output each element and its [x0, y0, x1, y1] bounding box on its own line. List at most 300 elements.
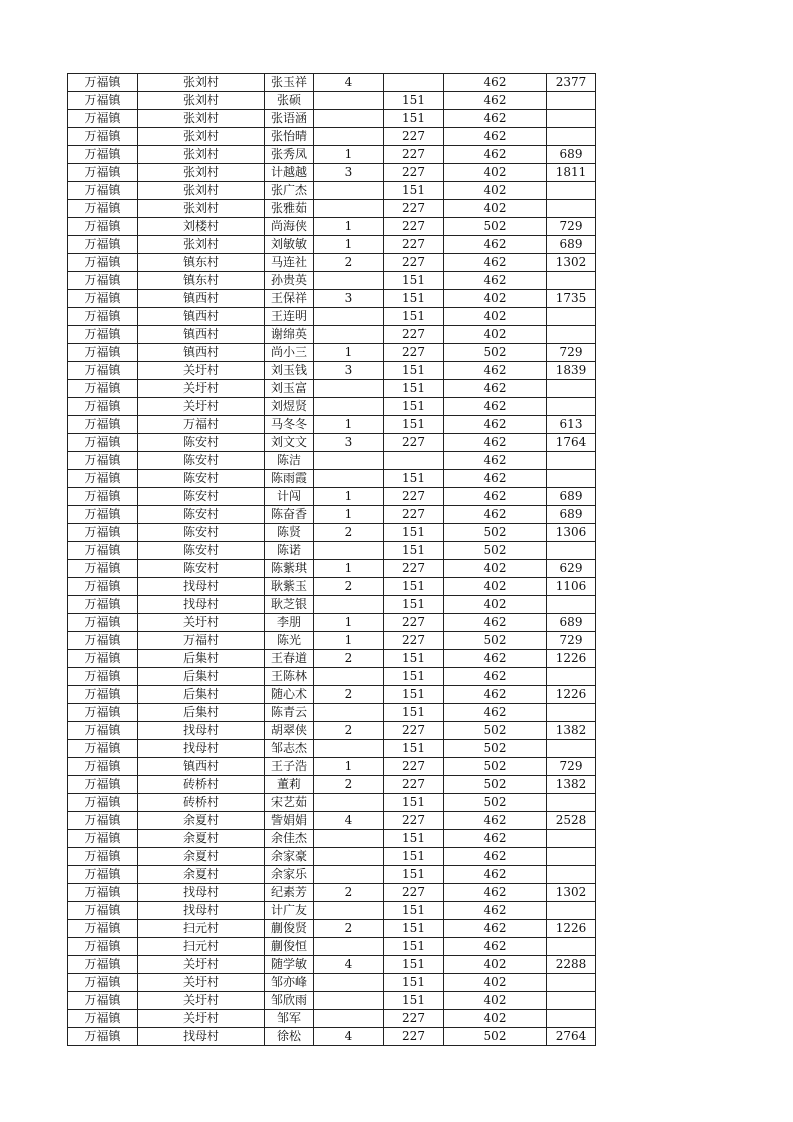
name-cell: 王保祥: [265, 290, 314, 308]
table-row: [68, 128, 596, 146]
town-cell: 万福镇: [68, 830, 138, 848]
amount-a-cell: 227: [384, 1028, 444, 1046]
household-size-cell: [314, 704, 384, 722]
name-cell: 余家乐: [265, 866, 314, 884]
household-size-cell: [314, 938, 384, 956]
total-cell: 629: [547, 560, 596, 578]
total-cell: 1302: [547, 884, 596, 902]
name-cell: 马冬冬: [265, 416, 314, 434]
village-cell: 砖桥村: [138, 794, 265, 812]
name-cell: 余佳杰: [265, 830, 314, 848]
village-cell: 张刘村: [138, 200, 265, 218]
amount-b-cell: 462: [444, 362, 547, 380]
table-row: [68, 740, 596, 758]
amount-a-cell: 227: [384, 326, 444, 344]
household-size-cell: 1: [314, 488, 384, 506]
household-size-cell: 3: [314, 434, 384, 452]
household-size-cell: 3: [314, 290, 384, 308]
household-size-cell: [314, 992, 384, 1010]
village-cell: 后集村: [138, 650, 265, 668]
total-cell: 1735: [547, 290, 596, 308]
amount-b-cell: 462: [444, 272, 547, 290]
town-cell: 万福镇: [68, 74, 138, 92]
table-row: [68, 578, 596, 596]
household-size-cell: 1: [314, 416, 384, 434]
amount-b-cell: 462: [444, 416, 547, 434]
table-row: [68, 866, 596, 884]
name-cell: 孙贵英: [265, 272, 314, 290]
total-cell: [547, 110, 596, 128]
name-cell: 张语涵: [265, 110, 314, 128]
town-cell: 万福镇: [68, 236, 138, 254]
household-size-cell: 1: [314, 560, 384, 578]
town-cell: 万福镇: [68, 542, 138, 560]
amount-b-cell: 462: [444, 470, 547, 488]
amount-a-cell: 151: [384, 794, 444, 812]
town-cell: 万福镇: [68, 110, 138, 128]
total-cell: 729: [547, 344, 596, 362]
amount-a-cell: 151: [384, 182, 444, 200]
household-size-cell: 3: [314, 362, 384, 380]
village-cell: 张刘村: [138, 182, 265, 200]
amount-b-cell: 462: [444, 704, 547, 722]
total-cell: [547, 704, 596, 722]
name-cell: 胡翠侠: [265, 722, 314, 740]
table-row: [68, 812, 596, 830]
amount-a-cell: 151: [384, 686, 444, 704]
amount-a-cell: 151: [384, 362, 444, 380]
amount-a-cell: 227: [384, 560, 444, 578]
amount-a-cell: 151: [384, 866, 444, 884]
name-cell: 张秀凤: [265, 146, 314, 164]
table-row: [68, 524, 596, 542]
name-cell: 谢绵英: [265, 326, 314, 344]
name-cell: 耿紫玉: [265, 578, 314, 596]
amount-b-cell: 502: [444, 632, 547, 650]
village-cell: 关圩村: [138, 992, 265, 1010]
total-cell: [547, 938, 596, 956]
town-cell: 万福镇: [68, 560, 138, 578]
table-row: [68, 650, 596, 668]
amount-a-cell: 227: [384, 344, 444, 362]
household-size-cell: [314, 380, 384, 398]
name-cell: 计广友: [265, 902, 314, 920]
table-row: [68, 956, 596, 974]
town-cell: 万福镇: [68, 974, 138, 992]
total-cell: 729: [547, 218, 596, 236]
name-cell: 耿芝银: [265, 596, 314, 614]
table-row: [68, 614, 596, 632]
table-row: [68, 110, 596, 128]
amount-b-cell: 462: [444, 74, 547, 92]
name-cell: 邹军: [265, 1010, 314, 1028]
table-row: [68, 506, 596, 524]
village-cell: 后集村: [138, 704, 265, 722]
amount-b-cell: 402: [444, 182, 547, 200]
town-cell: 万福镇: [68, 272, 138, 290]
name-cell: 张玉祥: [265, 74, 314, 92]
amount-a-cell: 227: [384, 254, 444, 272]
amount-a-cell: 227: [384, 146, 444, 164]
total-cell: [547, 92, 596, 110]
amount-b-cell: 402: [444, 992, 547, 1010]
name-cell: 徐松: [265, 1028, 314, 1046]
total-cell: 1839: [547, 362, 596, 380]
total-cell: [547, 848, 596, 866]
table-row: [68, 308, 596, 326]
name-cell: 张怡晴: [265, 128, 314, 146]
village-cell: 找母村: [138, 740, 265, 758]
amount-a-cell: 227: [384, 506, 444, 524]
name-cell: 王连明: [265, 308, 314, 326]
total-cell: [547, 902, 596, 920]
total-cell: [547, 272, 596, 290]
table-row: [68, 974, 596, 992]
village-cell: 万福村: [138, 632, 265, 650]
household-size-cell: 1: [314, 344, 384, 362]
town-cell: 万福镇: [68, 614, 138, 632]
village-cell: 关圩村: [138, 614, 265, 632]
amount-b-cell: 402: [444, 974, 547, 992]
amount-b-cell: 402: [444, 164, 547, 182]
table-row: [68, 272, 596, 290]
amount-a-cell: 227: [384, 614, 444, 632]
total-cell: [547, 974, 596, 992]
household-size-cell: [314, 272, 384, 290]
town-cell: 万福镇: [68, 920, 138, 938]
town-cell: 万福镇: [68, 506, 138, 524]
town-cell: 万福镇: [68, 326, 138, 344]
amount-b-cell: 462: [444, 650, 547, 668]
amount-b-cell: 462: [444, 686, 547, 704]
village-cell: 找母村: [138, 884, 265, 902]
town-cell: 万福镇: [68, 308, 138, 326]
total-cell: 1306: [547, 524, 596, 542]
amount-a-cell: 151: [384, 596, 444, 614]
household-size-cell: [314, 308, 384, 326]
household-size-cell: [314, 542, 384, 560]
amount-b-cell: 402: [444, 308, 547, 326]
table-row: [68, 830, 596, 848]
household-size-cell: 2: [314, 920, 384, 938]
name-cell: 宋艺茹: [265, 794, 314, 812]
name-cell: 张硕: [265, 92, 314, 110]
household-size-cell: 4: [314, 812, 384, 830]
table-row: [68, 92, 596, 110]
name-cell: 张雅茹: [265, 200, 314, 218]
amount-a-cell: [384, 452, 444, 470]
town-cell: 万福镇: [68, 470, 138, 488]
table-row: [68, 362, 596, 380]
household-size-cell: [314, 596, 384, 614]
village-cell: 扫元村: [138, 938, 265, 956]
village-cell: 张刘村: [138, 146, 265, 164]
name-cell: 张广杰: [265, 182, 314, 200]
town-cell: 万福镇: [68, 884, 138, 902]
amount-b-cell: 502: [444, 722, 547, 740]
household-size-cell: 2: [314, 776, 384, 794]
town-cell: 万福镇: [68, 218, 138, 236]
name-cell: 刘玉钱: [265, 362, 314, 380]
name-cell: 刘文文: [265, 434, 314, 452]
village-cell: 刘楼村: [138, 218, 265, 236]
village-cell: 砖桥村: [138, 776, 265, 794]
town-cell: 万福镇: [68, 362, 138, 380]
name-cell: 陈紫琪: [265, 560, 314, 578]
amount-a-cell: 227: [384, 884, 444, 902]
amount-a-cell: 227: [384, 434, 444, 452]
total-cell: 689: [547, 236, 596, 254]
town-cell: 万福镇: [68, 290, 138, 308]
village-cell: 找母村: [138, 1028, 265, 1046]
table-row: [68, 776, 596, 794]
town-cell: 万福镇: [68, 254, 138, 272]
total-cell: 2764: [547, 1028, 596, 1046]
village-cell: 镇西村: [138, 326, 265, 344]
town-cell: 万福镇: [68, 902, 138, 920]
total-cell: [547, 326, 596, 344]
household-size-cell: 2: [314, 578, 384, 596]
town-cell: 万福镇: [68, 722, 138, 740]
table-row: [68, 146, 596, 164]
town-cell: 万福镇: [68, 704, 138, 722]
household-size-cell: [314, 1010, 384, 1028]
table-row: [68, 488, 596, 506]
total-cell: 1226: [547, 686, 596, 704]
town-cell: 万福镇: [68, 794, 138, 812]
amount-b-cell: 462: [444, 848, 547, 866]
town-cell: 万福镇: [68, 452, 138, 470]
village-cell: 镇东村: [138, 254, 265, 272]
amount-b-cell: 462: [444, 884, 547, 902]
amount-a-cell: 151: [384, 902, 444, 920]
amount-a-cell: 227: [384, 218, 444, 236]
village-cell: 找母村: [138, 596, 265, 614]
amount-b-cell: 462: [444, 434, 547, 452]
town-cell: 万福镇: [68, 812, 138, 830]
town-cell: 万福镇: [68, 776, 138, 794]
town-cell: 万福镇: [68, 938, 138, 956]
amount-a-cell: 151: [384, 272, 444, 290]
village-cell: 余夏村: [138, 866, 265, 884]
amount-a-cell: 151: [384, 956, 444, 974]
town-cell: 万福镇: [68, 740, 138, 758]
household-size-cell: [314, 866, 384, 884]
table-row: [68, 920, 596, 938]
town-cell: 万福镇: [68, 992, 138, 1010]
amount-b-cell: 502: [444, 776, 547, 794]
household-size-cell: [314, 452, 384, 470]
town-cell: 万福镇: [68, 488, 138, 506]
table-row: [68, 992, 596, 1010]
amount-a-cell: 151: [384, 992, 444, 1010]
table-row: [68, 938, 596, 956]
household-size-cell: [314, 848, 384, 866]
village-cell: 陈安村: [138, 524, 265, 542]
village-cell: 关圩村: [138, 380, 265, 398]
amount-a-cell: 227: [384, 758, 444, 776]
village-cell: 张刘村: [138, 110, 265, 128]
household-size-cell: 2: [314, 650, 384, 668]
household-size-cell: 4: [314, 1028, 384, 1046]
household-size-cell: [314, 326, 384, 344]
amount-b-cell: 462: [444, 920, 547, 938]
town-cell: 万福镇: [68, 128, 138, 146]
amount-b-cell: 462: [444, 398, 547, 416]
village-cell: 找母村: [138, 578, 265, 596]
town-cell: 万福镇: [68, 182, 138, 200]
name-cell: 邹亦峰: [265, 974, 314, 992]
village-cell: 余夏村: [138, 848, 265, 866]
total-cell: 2288: [547, 956, 596, 974]
name-cell: 蒯俊贤: [265, 920, 314, 938]
total-cell: 729: [547, 632, 596, 650]
household-size-cell: [314, 110, 384, 128]
total-cell: 1302: [547, 254, 596, 272]
amount-a-cell: 151: [384, 650, 444, 668]
name-cell: 计越越: [265, 164, 314, 182]
household-size-cell: [314, 740, 384, 758]
amount-a-cell: 151: [384, 704, 444, 722]
table-row: [68, 200, 596, 218]
amount-a-cell: 151: [384, 398, 444, 416]
amount-b-cell: 462: [444, 380, 547, 398]
name-cell: 尚小三: [265, 344, 314, 362]
table-row: [68, 218, 596, 236]
household-size-cell: [314, 200, 384, 218]
total-cell: 689: [547, 506, 596, 524]
amount-b-cell: 462: [444, 128, 547, 146]
table-row: [68, 704, 596, 722]
amount-a-cell: 151: [384, 92, 444, 110]
amount-a-cell: 151: [384, 470, 444, 488]
household-size-cell: 2: [314, 686, 384, 704]
name-cell: 陈洁: [265, 452, 314, 470]
total-cell: [547, 992, 596, 1010]
total-cell: 2528: [547, 812, 596, 830]
total-cell: [547, 200, 596, 218]
village-cell: 关圩村: [138, 974, 265, 992]
name-cell: 蒯俊恒: [265, 938, 314, 956]
amount-a-cell: 151: [384, 524, 444, 542]
village-cell: 后集村: [138, 686, 265, 704]
village-cell: 镇东村: [138, 272, 265, 290]
town-cell: 万福镇: [68, 1028, 138, 1046]
table-row: [68, 398, 596, 416]
amount-a-cell: 227: [384, 1010, 444, 1028]
amount-a-cell: 151: [384, 830, 444, 848]
amount-b-cell: 502: [444, 542, 547, 560]
table-row: [68, 596, 596, 614]
town-cell: 万福镇: [68, 632, 138, 650]
amount-b-cell: 402: [444, 956, 547, 974]
table-row: [68, 236, 596, 254]
total-cell: [547, 182, 596, 200]
amount-b-cell: 502: [444, 524, 547, 542]
amount-a-cell: 227: [384, 812, 444, 830]
table-row: [68, 560, 596, 578]
total-cell: 613: [547, 416, 596, 434]
household-size-cell: 1: [314, 758, 384, 776]
name-cell: 陈雨霞: [265, 470, 314, 488]
household-size-cell: 1: [314, 236, 384, 254]
table-row: [68, 758, 596, 776]
amount-a-cell: 151: [384, 110, 444, 128]
total-cell: [547, 740, 596, 758]
amount-b-cell: 462: [444, 506, 547, 524]
table-row: [68, 632, 596, 650]
name-cell: 訾娟娟: [265, 812, 314, 830]
village-cell: 镇西村: [138, 308, 265, 326]
name-cell: 邹欣雨: [265, 992, 314, 1010]
amount-a-cell: 151: [384, 920, 444, 938]
total-cell: 1764: [547, 434, 596, 452]
town-cell: 万福镇: [68, 380, 138, 398]
town-cell: 万福镇: [68, 434, 138, 452]
amount-b-cell: 502: [444, 758, 547, 776]
village-cell: 张刘村: [138, 164, 265, 182]
amount-b-cell: 462: [444, 146, 547, 164]
table-row: [68, 686, 596, 704]
amount-b-cell: 462: [444, 614, 547, 632]
table-row: [68, 254, 596, 272]
amount-b-cell: 402: [444, 560, 547, 578]
total-cell: [547, 794, 596, 812]
household-size-cell: [314, 128, 384, 146]
household-size-cell: 1: [314, 632, 384, 650]
name-cell: 纪素芳: [265, 884, 314, 902]
name-cell: 刘敏敏: [265, 236, 314, 254]
amount-b-cell: 502: [444, 218, 547, 236]
name-cell: 陈奋香: [265, 506, 314, 524]
town-cell: 万福镇: [68, 866, 138, 884]
town-cell: 万福镇: [68, 578, 138, 596]
household-size-cell: [314, 974, 384, 992]
amount-a-cell: 227: [384, 128, 444, 146]
name-cell: 马连社: [265, 254, 314, 272]
total-cell: [547, 866, 596, 884]
amount-a-cell: 227: [384, 722, 444, 740]
name-cell: 陈贤: [265, 524, 314, 542]
household-size-cell: 4: [314, 956, 384, 974]
town-cell: 万福镇: [68, 650, 138, 668]
name-cell: 李朋: [265, 614, 314, 632]
town-cell: 万福镇: [68, 668, 138, 686]
amount-a-cell: 151: [384, 380, 444, 398]
amount-b-cell: 502: [444, 794, 547, 812]
table-row: [68, 722, 596, 740]
amount-b-cell: 502: [444, 1028, 547, 1046]
amount-b-cell: 462: [444, 92, 547, 110]
amount-a-cell: 151: [384, 290, 444, 308]
amount-b-cell: 462: [444, 866, 547, 884]
amount-b-cell: 402: [444, 200, 547, 218]
village-cell: 找母村: [138, 902, 265, 920]
village-cell: 陈安村: [138, 560, 265, 578]
village-cell: 张刘村: [138, 236, 265, 254]
household-size-cell: 1: [314, 614, 384, 632]
household-size-cell: [314, 92, 384, 110]
total-cell: [547, 1010, 596, 1028]
household-size-cell: [314, 182, 384, 200]
town-cell: 万福镇: [68, 200, 138, 218]
table-row: [68, 182, 596, 200]
household-size-cell: 3: [314, 164, 384, 182]
household-size-cell: 2: [314, 254, 384, 272]
table-row: [68, 344, 596, 362]
household-size-cell: 1: [314, 218, 384, 236]
amount-a-cell: 151: [384, 416, 444, 434]
